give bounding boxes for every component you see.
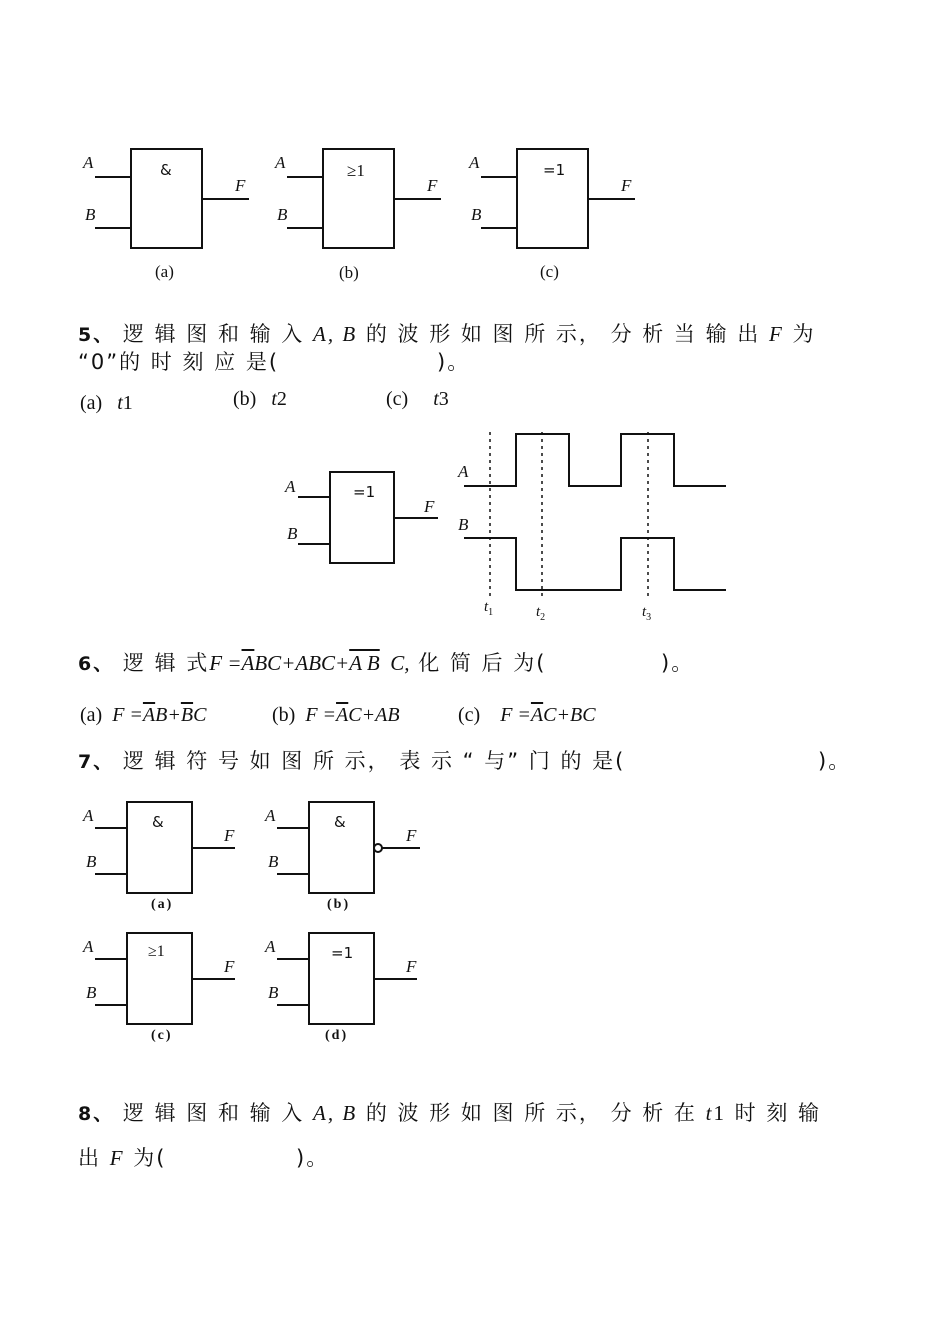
- option-b[interactable]: (b) t2: [233, 388, 287, 410]
- expression: $F =\overline{A}BC+ABC+A$ B C,: [209, 651, 410, 675]
- label-a: A: [83, 153, 94, 172]
- label-b: B: [86, 983, 97, 1002]
- gate-symbol: &: [152, 813, 164, 831]
- caption: (c): [151, 1028, 173, 1043]
- answer-close: )。: [818, 749, 852, 773]
- label-b: B: [268, 852, 279, 871]
- answer-close: )。: [661, 651, 695, 675]
- label-b: B: [287, 524, 298, 543]
- label-f: F: [406, 826, 417, 845]
- q7-gate-b: [277, 802, 420, 893]
- question-number: 6、: [78, 653, 115, 675]
- question-5-line1: 5、 逻 辑 图 和 输 入 A, B 的 波 形 如 图 所 示， 分 析 当 输 出 F 为: [78, 322, 816, 346]
- label-a: A: [469, 153, 480, 172]
- label-b: B: [268, 983, 279, 1002]
- t1-label: $t_1$: [484, 599, 494, 618]
- label-f: F: [424, 497, 435, 516]
- label-a: A: [275, 153, 286, 172]
- option-a[interactable]: (a) $F =\overline{A}B+\overline{B}C$: [80, 704, 207, 726]
- label-f: F: [224, 826, 235, 845]
- t2-label: $t_2$: [536, 604, 546, 623]
- label-a: A: [265, 937, 276, 956]
- label-a: A: [265, 806, 276, 825]
- option-c[interactable]: (c) t3: [386, 388, 449, 410]
- label-a: A: [83, 937, 94, 956]
- label-b: B: [85, 205, 96, 224]
- label-a: A: [285, 477, 296, 496]
- label-b: B: [86, 852, 97, 871]
- gate-symbol: &: [334, 813, 346, 831]
- question-8-line2: 出 F 为(: [78, 1146, 167, 1170]
- caption: (a): [151, 897, 174, 912]
- caption: (d): [325, 1028, 349, 1043]
- question-6-line: 6、 逻 辑 式$F =\overline{A}BC+ABC+A$ B C, 化 简 后 为(: [78, 651, 547, 675]
- gate-symbol: ≥1: [347, 161, 365, 180]
- waveform-a: [464, 434, 726, 486]
- label-a: A: [83, 806, 94, 825]
- q7-gate-c: [95, 933, 235, 1024]
- question-number: 5、: [78, 324, 115, 346]
- q7-gate-a: [95, 802, 235, 893]
- question-5-line2: “0”的 时 刻 应 是(: [78, 350, 280, 374]
- question-number: 8、: [78, 1103, 115, 1125]
- option-b[interactable]: (b) $F =\overline{A}C+AB$: [272, 704, 400, 726]
- caption: (b): [327, 897, 351, 912]
- label-b: B: [471, 205, 482, 224]
- answer-close: )。: [437, 350, 471, 374]
- wave-label-b: B: [458, 515, 469, 534]
- wave-label-a: A: [458, 462, 469, 481]
- caption: (b): [339, 263, 359, 282]
- option-c[interactable]: (c) $F =\overline{A}C+BC$: [458, 704, 596, 726]
- label-f: F: [427, 176, 438, 195]
- option-a[interactable]: (a) t1: [80, 392, 133, 414]
- label-f: F: [406, 957, 417, 976]
- caption: (a): [155, 262, 174, 281]
- gate-symbol: =1: [331, 944, 354, 962]
- caption: (c): [540, 262, 559, 281]
- gate-symbol: &: [160, 161, 172, 179]
- gate-a-top: [95, 149, 249, 248]
- label-f: F: [235, 176, 246, 195]
- question-number: 7、: [78, 751, 115, 773]
- question-7-line: 7、 逻 辑 符 号 如 图 所 示， 表 示 “ 与” 门 的 是(: [78, 749, 626, 773]
- gate-symbol: =1: [353, 483, 376, 501]
- label-f: F: [621, 176, 632, 195]
- question-8-line1: 8、 逻 辑 图 和 输 入 A, B 的 波 形 如 图 所 示， 分 析 在 t1 时 刻 输: [78, 1101, 821, 1125]
- label-f: F: [224, 957, 235, 976]
- gate-symbol: ≥1: [148, 943, 165, 960]
- t3-label: $t_3$: [642, 604, 652, 623]
- answer-close: )。: [296, 1146, 330, 1170]
- label-b: B: [277, 205, 288, 224]
- waveform-b: [464, 538, 726, 590]
- gate-symbol: =1: [543, 161, 566, 179]
